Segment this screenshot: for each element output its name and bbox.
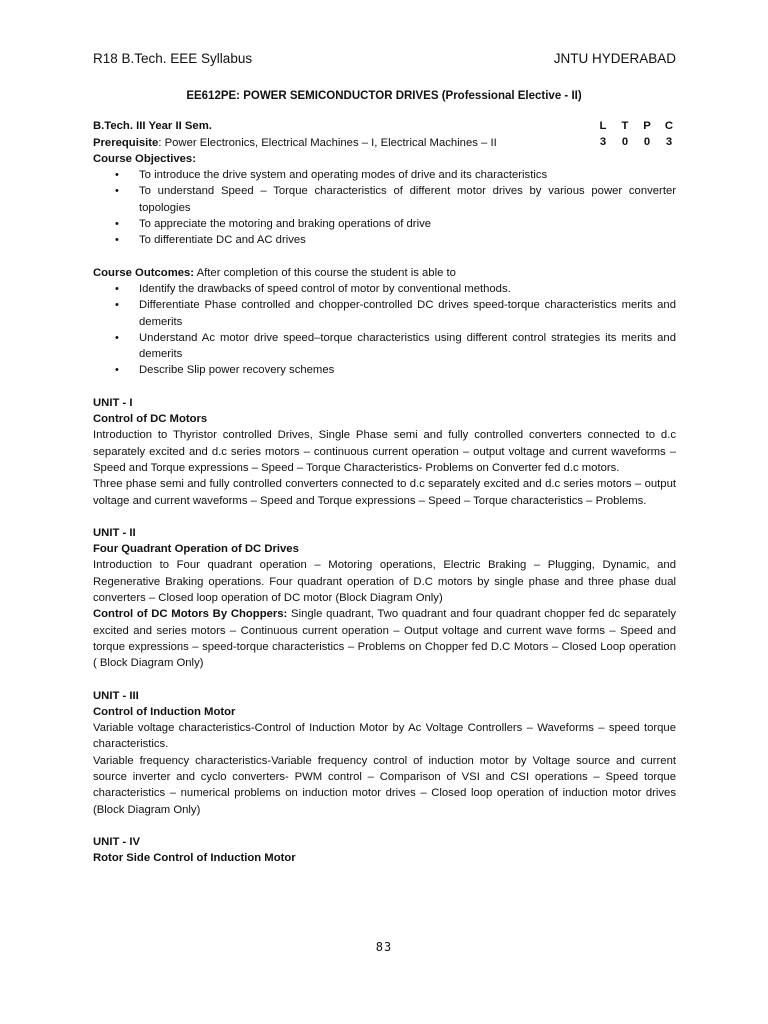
outcomes-list (93, 281, 676, 379)
unit-label: UNIT - I (93, 396, 133, 409)
unit-paragraph: Introduction to Thyristor controlled Drives, Single Phase semi and fully controlled converters connected to d.c separately excited and d.c series motors – continuous current operation – output voltage and current waveforms – Speed and Torque expressions – Speed – Torque Characteristics- Problems on Converter fed d.c motors. (93, 429, 676, 474)
ltpc-value: 0 (621, 136, 629, 149)
unit-title: Control of Induction Motor (93, 705, 236, 718)
objectives-heading: Course Objectives: (93, 152, 196, 165)
list-item: • To differentiate DC and AC drives (93, 232, 676, 248)
unit-paragraph: Introduction to Four quadrant operation – Motoring operations, Electric Braking – Plugging, Dynamic, and Regenerative Braking operations. Four quadrant operation of D.C motors by single phase and three phase dual converters – Closed loop operation of DC motor (Block Diagram Only) (93, 559, 676, 605)
ltpc-label: L (599, 120, 607, 132)
outcomes-intro (93, 265, 676, 281)
unit-paragraph: Variable voltage characteristics-Control of Induction Motor by Ac Voltage Controllers – Waveforms – speed torque characteristics. (93, 722, 676, 751)
list-item: • To appreciate the motoring and braking operations of drive (93, 216, 676, 232)
unit-title: Four Quadrant Operation of DC Drives (93, 543, 299, 556)
unit-paragraph: Three phase semi and fully controlled converters connected to d.c separately excited and d.c series motors – output voltage and current waveforms – Speed and Torque expressions – Speed – Torque characteristics – Problems. (93, 478, 676, 507)
unit-label: UNIT - II (93, 526, 136, 539)
ltpc-value: 3 (599, 136, 607, 149)
list-item: • Understand Ac motor drive speed–torque characteristics using different control strategies its merits and demerits (93, 330, 676, 363)
unit-title: Control of DC Motors (93, 413, 208, 426)
prerequisite (93, 135, 676, 151)
list-item: • Differentiate Phase controlled and chopper-controlled DC drives speed-torque characteristics merits and demerits (93, 297, 676, 330)
ltpc-value: 3 (665, 136, 673, 149)
prerequisite-label: Prerequisite (93, 136, 159, 149)
ltpc-label: P (643, 120, 651, 132)
unit-label: UNIT - III (93, 689, 139, 702)
ltpc-value: 0 (643, 136, 651, 149)
unit-subtext: Single quadrant, Two quadrant and four quadrant chopper fed dc separately excited and series motors – Continuous current operation – Output voltage and current wave forms – Speed and torque expressions – speed-torque characteristics – Problems on Chopper fed D.C Motors – Closed Loop operation ( Block Diagram Only) (93, 608, 676, 670)
ltpc-table (592, 118, 680, 151)
ltpc-label: T (621, 120, 629, 132)
page-number: 83 (375, 940, 393, 954)
unit-subtitle: Control of DC Motors By Choppers: (93, 608, 288, 621)
syllabus-body (93, 118, 676, 866)
list-item: • To introduce the drive system and operating modes of drive and its characteristics (93, 167, 676, 183)
year-sem: B.Tech. III Year II Sem. (93, 120, 212, 132)
header-right: JNTU HYDERABAD (553, 51, 676, 66)
outcomes-heading: Course Outcomes: (93, 266, 195, 279)
list-item: • To understand Speed – Torque characteristics of different motor drives by various power converter topologies (93, 183, 676, 216)
header-left: R18 B.Tech. EEE Syllabus (93, 51, 253, 66)
unit-label: UNIT - IV (93, 835, 141, 848)
list-item: • Identify the drawbacks of speed control of motor by conventional methods. (93, 281, 676, 297)
unit-title: Rotor Side Control of Induction Motor (93, 852, 296, 865)
course-title: EE612PE: POWER SEMICONDUCTOR DRIVES (Professional Elective - II) (186, 90, 582, 102)
list-item: • Describe Slip power recovery schemes (93, 362, 676, 378)
ltpc-label: C (664, 120, 674, 132)
unit-paragraph: Variable frequency characteristics-Variable frequency control of induction motor by Voltage source and current source inverter and cyclo converters- PWM control – Comparison of VSI and CSI operations – Speed torque characteristics – numerical problems on induction motor drives – Closed loop operation of induction motor drives (Block Diagram Only) (93, 754, 676, 816)
objectives-list (93, 167, 676, 248)
prerequisite-text: : Power Electronics, Electrical Machines – I, Electrical Machines – II (158, 136, 497, 149)
page-header (93, 51, 676, 66)
unit-paragraph (93, 606, 676, 671)
outcomes-intro-text: After completion of this course the student is able to (194, 266, 456, 279)
